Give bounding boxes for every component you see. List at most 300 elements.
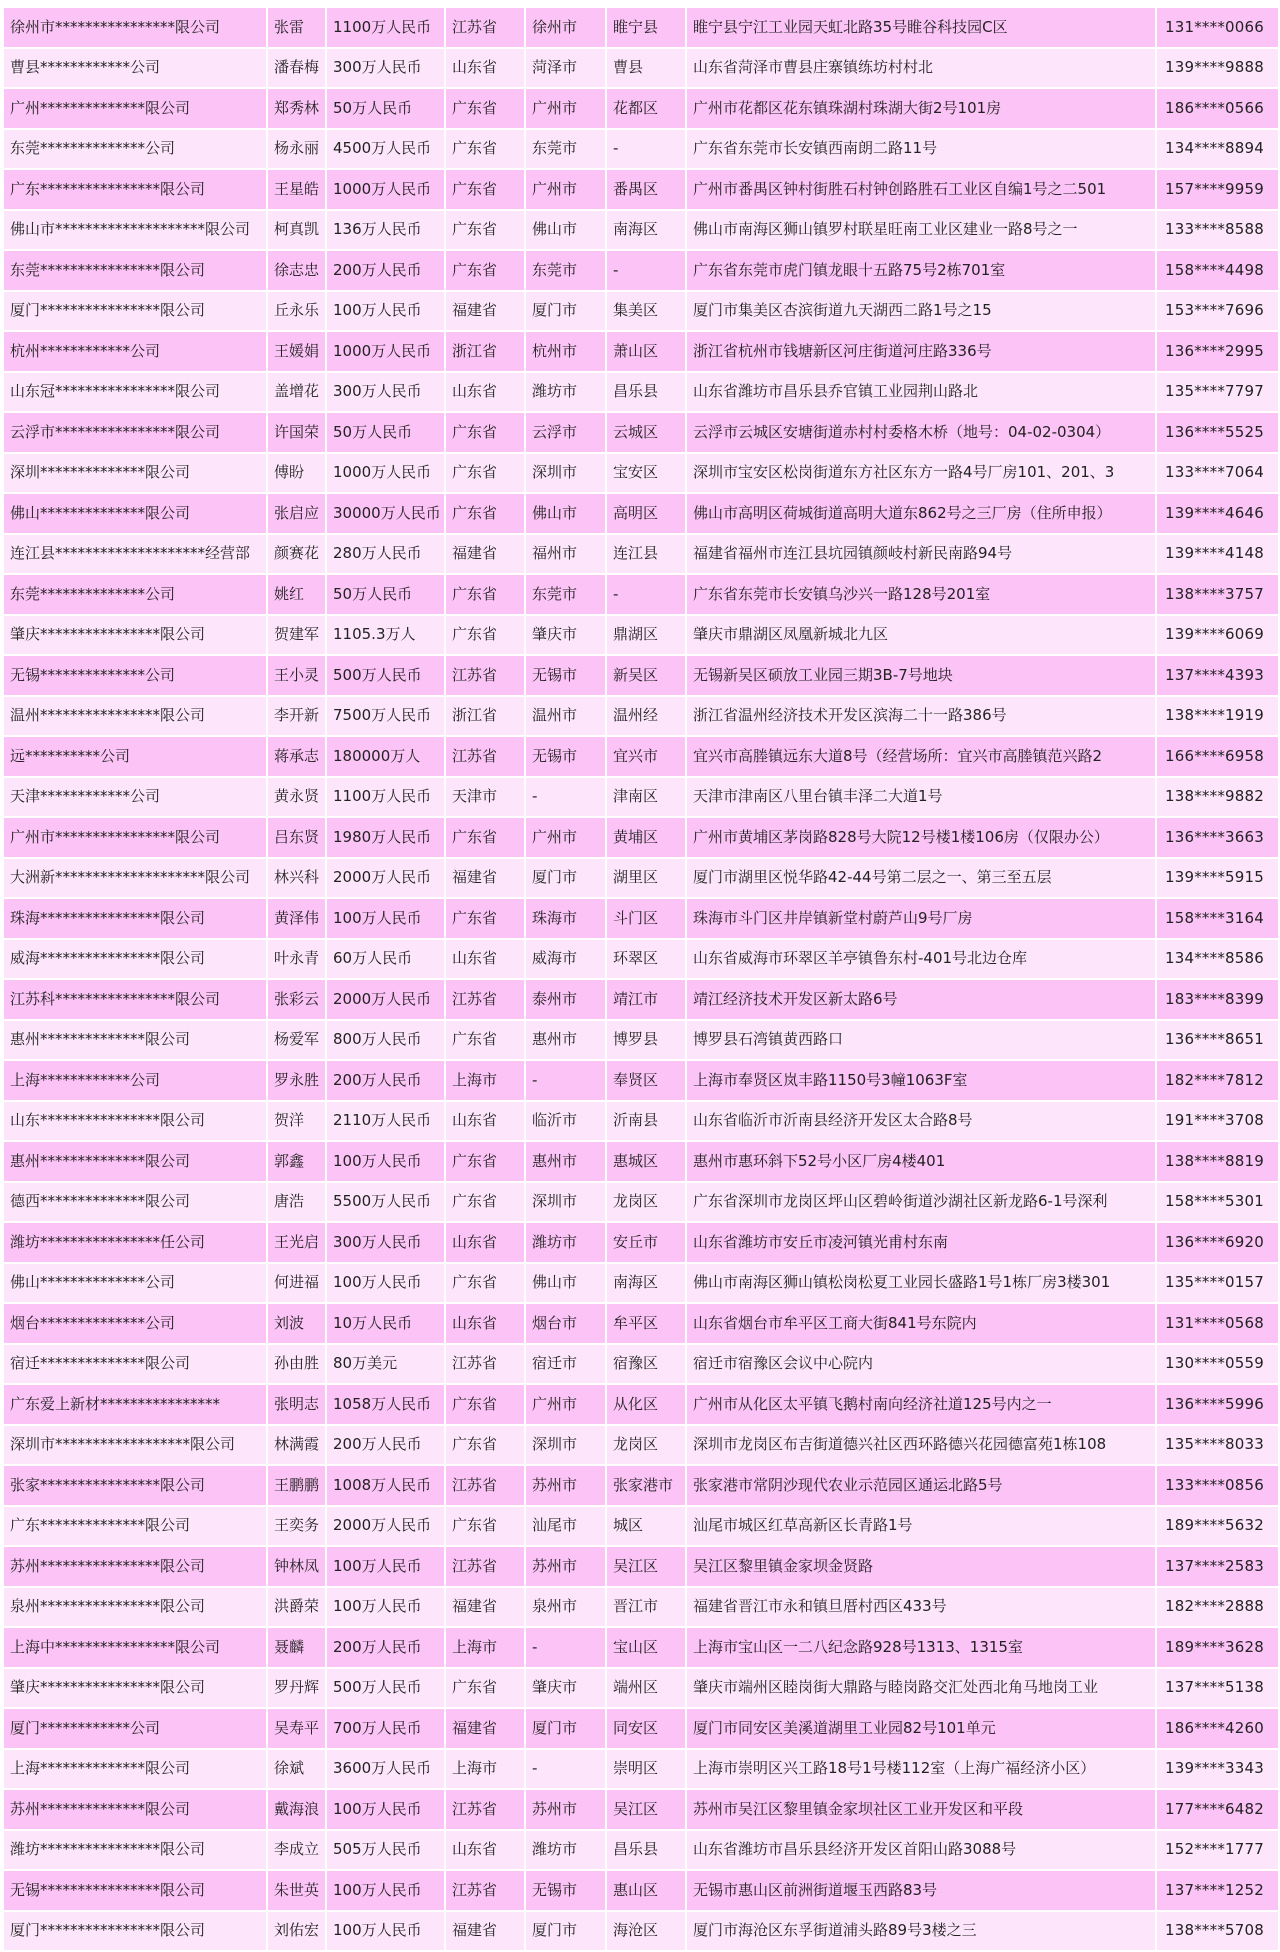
legal-person-cell: 吴寿平 <box>267 1708 326 1749</box>
address-cell: 广州市番禺区钟村街胜石村钟创路胜石工业区自编1号之二501 <box>686 169 1156 210</box>
table-row <box>3 696 1279 737</box>
address-cell: 张家港市常阴沙现代农业示范园区通运北路5号 <box>686 1465 1156 1506</box>
registered-capital-cell: 3600万人民币 <box>326 1749 445 1790</box>
table-row <box>3 453 1279 494</box>
registered-capital-cell: 100万人民币 <box>326 1141 445 1182</box>
table-row <box>3 939 1279 980</box>
province-cell: 江苏省 <box>445 7 525 48</box>
registered-capital-cell: 200万人民币 <box>326 1425 445 1466</box>
company-name-cell: 上海中****************限公司 <box>3 1627 267 1668</box>
district-cell: 宜兴市 <box>606 736 686 777</box>
district-cell: 南海区 <box>606 210 686 251</box>
district-cell: 宿豫区 <box>606 1344 686 1385</box>
registered-capital-cell: 300万人民币 <box>326 48 445 89</box>
company-name-cell: 无锡****************限公司 <box>3 1870 267 1911</box>
phone-cell: 158****5301 <box>1156 1182 1279 1223</box>
table-row <box>3 858 1279 899</box>
district-cell: - <box>606 574 686 615</box>
phone-cell: 139****5915 <box>1156 858 1279 899</box>
province-cell: 广东省 <box>445 412 525 453</box>
district-cell: 昌乐县 <box>606 372 686 413</box>
registered-capital-cell: 200万人民币 <box>326 1627 445 1668</box>
city-cell: 苏州市 <box>525 1546 606 1587</box>
table-row <box>3 1263 1279 1304</box>
phone-cell: 158****4498 <box>1156 250 1279 291</box>
table-row <box>3 1344 1279 1385</box>
phone-cell: 183****8399 <box>1156 979 1279 1020</box>
registered-capital-cell: 100万人民币 <box>326 898 445 939</box>
address-cell: 山东省潍坊市安丘市凌河镇光甫村东南 <box>686 1222 1156 1263</box>
district-cell: 昌乐县 <box>606 1830 686 1871</box>
table-row <box>3 493 1279 534</box>
address-cell: 厦门市同安区美溪道湖里工业园82号101单元 <box>686 1708 1156 1749</box>
registered-capital-cell: 100万人民币 <box>326 1911 445 1952</box>
city-cell: 潍坊市 <box>525 372 606 413</box>
table-row <box>3 210 1279 251</box>
legal-person-cell: 王光启 <box>267 1222 326 1263</box>
table-row <box>3 817 1279 858</box>
table-row <box>3 1789 1279 1830</box>
table-row <box>3 1708 1279 1749</box>
legal-person-cell: 徐志忠 <box>267 250 326 291</box>
table-row <box>3 1627 1279 1668</box>
legal-person-cell: 黄泽伟 <box>267 898 326 939</box>
province-cell: 浙江省 <box>445 696 525 737</box>
district-cell: 番禺区 <box>606 169 686 210</box>
province-cell: 福建省 <box>445 1587 525 1628</box>
company-name-cell: 厦门************公司 <box>3 1708 267 1749</box>
table-row <box>3 291 1279 332</box>
address-cell: 肇庆市鼎湖区凤凰新城北九区 <box>686 615 1156 656</box>
phone-cell: 153****7696 <box>1156 291 1279 332</box>
city-cell: 福州市 <box>525 534 606 575</box>
province-cell: 广东省 <box>445 250 525 291</box>
legal-person-cell: 柯真凯 <box>267 210 326 251</box>
table-row <box>3 1465 1279 1506</box>
registered-capital-cell: 100万人民币 <box>326 1546 445 1587</box>
company-name-cell: 上海**************限公司 <box>3 1749 267 1790</box>
district-cell: 龙岗区 <box>606 1425 686 1466</box>
address-cell: 浙江省温州经济技术开发区滨海二十一路386号 <box>686 696 1156 737</box>
company-name-cell: 山东冠****************限公司 <box>3 372 267 413</box>
company-name-cell: 惠州**************限公司 <box>3 1141 267 1182</box>
legal-person-cell: 王小灵 <box>267 655 326 696</box>
registered-capital-cell: 180000万人 <box>326 736 445 777</box>
registered-capital-cell: 300万人民币 <box>326 1222 445 1263</box>
province-cell: 山东省 <box>445 1303 525 1344</box>
city-cell: - <box>525 1060 606 1101</box>
province-cell: 山东省 <box>445 48 525 89</box>
legal-person-cell: 王鹏鹏 <box>267 1465 326 1506</box>
registered-capital-cell: 300万人民币 <box>326 372 445 413</box>
city-cell: 宿迁市 <box>525 1344 606 1385</box>
phone-cell: 157****9959 <box>1156 169 1279 210</box>
registered-capital-cell: 60万人民币 <box>326 939 445 980</box>
phone-cell: 131****0066 <box>1156 7 1279 48</box>
province-cell: 广东省 <box>445 1506 525 1547</box>
province-cell: 福建省 <box>445 534 525 575</box>
district-cell: 睢宁县 <box>606 7 686 48</box>
company-name-cell: 泉州****************限公司 <box>3 1587 267 1628</box>
province-cell: 江苏省 <box>445 736 525 777</box>
phone-cell: 137****5138 <box>1156 1668 1279 1709</box>
table-row <box>3 1506 1279 1547</box>
company-name-cell: 深圳**************限公司 <box>3 453 267 494</box>
province-cell: 山东省 <box>445 372 525 413</box>
company-name-cell: 厦门****************限公司 <box>3 1911 267 1952</box>
phone-cell: 137****2583 <box>1156 1546 1279 1587</box>
table-row <box>3 1668 1279 1709</box>
registered-capital-cell: 7500万人民币 <box>326 696 445 737</box>
registered-capital-cell: 1008万人民币 <box>326 1465 445 1506</box>
city-cell: 肇庆市 <box>525 1668 606 1709</box>
table-body <box>3 7 1279 1951</box>
district-cell: 南海区 <box>606 1263 686 1304</box>
company-name-cell: 苏州****************限公司 <box>3 1546 267 1587</box>
city-cell: 温州市 <box>525 696 606 737</box>
district-cell: 连江县 <box>606 534 686 575</box>
city-cell: 佛山市 <box>525 493 606 534</box>
registered-capital-cell: 2000万人民币 <box>326 858 445 899</box>
phone-cell: 133****8588 <box>1156 210 1279 251</box>
legal-person-cell: 潘春梅 <box>267 48 326 89</box>
address-cell: 靖江经济技术开发区新太路6号 <box>686 979 1156 1020</box>
legal-person-cell: 郑秀林 <box>267 88 326 129</box>
province-cell: 广东省 <box>445 1263 525 1304</box>
district-cell: 湖里区 <box>606 858 686 899</box>
address-cell: 福建省晋江市永和镇旦厝村西区433号 <box>686 1587 1156 1628</box>
province-cell: 山东省 <box>445 1830 525 1871</box>
address-cell: 广州市花都区花东镇珠湖村珠湖大街2号101房 <box>686 88 1156 129</box>
city-cell: 东莞市 <box>525 250 606 291</box>
province-cell: 江苏省 <box>445 1789 525 1830</box>
company-name-cell: 天津************公司 <box>3 777 267 818</box>
registered-capital-cell: 800万人民币 <box>326 1020 445 1061</box>
registered-capital-cell: 200万人民币 <box>326 250 445 291</box>
legal-person-cell: 盖增花 <box>267 372 326 413</box>
city-cell: 东莞市 <box>525 574 606 615</box>
company-name-cell: 温州****************限公司 <box>3 696 267 737</box>
address-cell: 广东省东莞市虎门镇龙眼十五路75号2栋701室 <box>686 250 1156 291</box>
legal-person-cell: 杨爱军 <box>267 1020 326 1061</box>
address-cell: 上海市崇明区兴工路18号1号楼112室（上海广福经济小区） <box>686 1749 1156 1790</box>
company-name-cell: 广东**************限公司 <box>3 1506 267 1547</box>
province-cell: 广东省 <box>445 129 525 170</box>
address-cell: 佛山市南海区狮山镇罗村联星旺南工业区建业一路8号之一 <box>686 210 1156 251</box>
district-cell: 花都区 <box>606 88 686 129</box>
registered-capital-cell: 100万人民币 <box>326 291 445 332</box>
registered-capital-cell: 10万人民币 <box>326 1303 445 1344</box>
phone-cell: 139****9888 <box>1156 48 1279 89</box>
company-name-cell: 远**********公司 <box>3 736 267 777</box>
legal-person-cell: 罗丹辉 <box>267 1668 326 1709</box>
city-cell: 惠州市 <box>525 1141 606 1182</box>
district-cell: 安丘市 <box>606 1222 686 1263</box>
address-cell: 广东省深圳市龙岗区坪山区碧岭街道沙湖社区新龙路6-1号深利 <box>686 1182 1156 1223</box>
registered-capital-cell: 100万人民币 <box>326 1789 445 1830</box>
company-name-cell: 德西**************限公司 <box>3 1182 267 1223</box>
address-cell: 吴江区黎里镇金家坝金贤路 <box>686 1546 1156 1587</box>
city-cell: 厦门市 <box>525 1708 606 1749</box>
district-cell: 集美区 <box>606 291 686 332</box>
phone-cell: 139****4148 <box>1156 534 1279 575</box>
table-row <box>3 1587 1279 1628</box>
company-name-cell: 徐州市****************限公司 <box>3 7 267 48</box>
district-cell: 黄埔区 <box>606 817 686 858</box>
table-row <box>3 979 1279 1020</box>
table-row <box>3 534 1279 575</box>
company-name-cell: 潍坊****************限公司 <box>3 1830 267 1871</box>
city-cell: 临沂市 <box>525 1101 606 1142</box>
province-cell: 江苏省 <box>445 1465 525 1506</box>
table-row <box>3 169 1279 210</box>
phone-cell: 138****5708 <box>1156 1911 1279 1952</box>
province-cell: 广东省 <box>445 1020 525 1061</box>
legal-person-cell: 叶永青 <box>267 939 326 980</box>
company-name-cell: 肇庆****************限公司 <box>3 1668 267 1709</box>
district-cell: 云城区 <box>606 412 686 453</box>
legal-person-cell: 王星皓 <box>267 169 326 210</box>
registered-capital-cell: 700万人民币 <box>326 1708 445 1749</box>
table-row <box>3 1020 1279 1061</box>
legal-person-cell: 聂麟 <box>267 1627 326 1668</box>
table-row <box>3 1182 1279 1223</box>
city-cell: - <box>525 1627 606 1668</box>
district-cell: 牟平区 <box>606 1303 686 1344</box>
address-cell: 广东省东莞市长安镇乌沙兴一路128号201室 <box>686 574 1156 615</box>
phone-cell: 139****4646 <box>1156 493 1279 534</box>
district-cell: 津南区 <box>606 777 686 818</box>
province-cell: 上海市 <box>445 1627 525 1668</box>
province-cell: 江苏省 <box>445 1546 525 1587</box>
registered-capital-cell: 500万人民币 <box>326 1668 445 1709</box>
address-cell: 深圳市龙岗区布吉街道德兴社区西环路德兴花园德富苑1栋108 <box>686 1425 1156 1466</box>
province-cell: 广东省 <box>445 1141 525 1182</box>
phone-cell: 138****9882 <box>1156 777 1279 818</box>
table-row <box>3 1870 1279 1911</box>
phone-cell: 135****7797 <box>1156 372 1279 413</box>
company-name-cell: 广东****************限公司 <box>3 169 267 210</box>
company-name-cell: 厦门****************限公司 <box>3 291 267 332</box>
registered-capital-cell: 100万人民币 <box>326 1263 445 1304</box>
company-name-cell: 连江县********************经营部 <box>3 534 267 575</box>
district-cell: 晋江市 <box>606 1587 686 1628</box>
province-cell: 福建省 <box>445 291 525 332</box>
table-row <box>3 88 1279 129</box>
registered-capital-cell: 50万人民币 <box>326 88 445 129</box>
district-cell: 温州经 <box>606 696 686 737</box>
company-name-cell: 烟台**************公司 <box>3 1303 267 1344</box>
phone-cell: 138****8819 <box>1156 1141 1279 1182</box>
province-cell: 江苏省 <box>445 1870 525 1911</box>
address-cell: 上海市宝山区一二八纪念路928号1313、1315室 <box>686 1627 1156 1668</box>
table-row <box>3 48 1279 89</box>
province-cell: 江苏省 <box>445 655 525 696</box>
city-cell: 广州市 <box>525 1384 606 1425</box>
district-cell: 斗门区 <box>606 898 686 939</box>
city-cell: 深圳市 <box>525 1425 606 1466</box>
province-cell: 福建省 <box>445 858 525 899</box>
city-cell: 惠州市 <box>525 1020 606 1061</box>
legal-person-cell: 张明志 <box>267 1384 326 1425</box>
district-cell: 博罗县 <box>606 1020 686 1061</box>
phone-cell: 131****0568 <box>1156 1303 1279 1344</box>
address-cell: 山东省威海市环翠区羊亭镇鲁东村-401号北边仓库 <box>686 939 1156 980</box>
phone-cell: 136****5525 <box>1156 412 1279 453</box>
address-cell: 厦门市湖里区悦华路42-44号第二层之一、第三至五层 <box>686 858 1156 899</box>
table-row <box>3 1141 1279 1182</box>
registered-capital-cell: 200万人民币 <box>326 1060 445 1101</box>
company-name-cell: 山东****************限公司 <box>3 1101 267 1142</box>
district-cell: 宝安区 <box>606 453 686 494</box>
district-cell: 宝山区 <box>606 1627 686 1668</box>
phone-cell: 130****0559 <box>1156 1344 1279 1385</box>
city-cell: 苏州市 <box>525 1465 606 1506</box>
legal-person-cell: 洪爵荣 <box>267 1587 326 1628</box>
legal-person-cell: 姚红 <box>267 574 326 615</box>
legal-person-cell: 杨永丽 <box>267 129 326 170</box>
legal-person-cell: 刘佑宏 <box>267 1911 326 1952</box>
registered-capital-cell: 1980万人民币 <box>326 817 445 858</box>
phone-cell: 139****3343 <box>1156 1749 1279 1790</box>
phone-cell: 189****3628 <box>1156 1627 1279 1668</box>
table-row <box>3 1222 1279 1263</box>
phone-cell: 166****6958 <box>1156 736 1279 777</box>
city-cell: 泰州市 <box>525 979 606 1020</box>
company-name-cell: 东莞****************限公司 <box>3 250 267 291</box>
phone-cell: 133****7064 <box>1156 453 1279 494</box>
legal-person-cell: 蒋承志 <box>267 736 326 777</box>
address-cell: 睢宁县宁江工业园天虹北路35号睢谷科技园C区 <box>686 7 1156 48</box>
district-cell: 新吴区 <box>606 655 686 696</box>
district-cell: 吴江区 <box>606 1546 686 1587</box>
address-cell: 惠州市惠环斜下52号小区厂房4楼401 <box>686 1141 1156 1182</box>
province-cell: 上海市 <box>445 1060 525 1101</box>
legal-person-cell: 王奕务 <box>267 1506 326 1547</box>
legal-person-cell: 徐斌 <box>267 1749 326 1790</box>
registered-capital-cell: 2110万人民币 <box>326 1101 445 1142</box>
legal-person-cell: 张雷 <box>267 7 326 48</box>
city-cell: 厦门市 <box>525 1911 606 1952</box>
phone-cell: 138****1919 <box>1156 696 1279 737</box>
table-row <box>3 412 1279 453</box>
phone-cell: 136****8651 <box>1156 1020 1279 1061</box>
table-row <box>3 1546 1279 1587</box>
district-cell: 龙岗区 <box>606 1182 686 1223</box>
table-row <box>3 777 1279 818</box>
address-cell: 宜兴市高塍镇远东大道8号（经营场所：宜兴市高塍镇范兴路2 <box>686 736 1156 777</box>
table-row <box>3 1384 1279 1425</box>
district-cell: 崇明区 <box>606 1749 686 1790</box>
district-cell: 海沧区 <box>606 1911 686 1952</box>
district-cell: 奉贤区 <box>606 1060 686 1101</box>
district-cell: 沂南县 <box>606 1101 686 1142</box>
address-cell: 浙江省杭州市钱塘新区河庄街道河庄路336号 <box>686 331 1156 372</box>
company-name-cell: 张家****************限公司 <box>3 1465 267 1506</box>
company-name-cell: 无锡**************公司 <box>3 655 267 696</box>
province-cell: 江苏省 <box>445 1344 525 1385</box>
legal-person-cell: 李开新 <box>267 696 326 737</box>
table-row <box>3 1425 1279 1466</box>
table-row <box>3 1911 1279 1952</box>
address-cell: 云浮市云城区安塘街道赤村村委格木桥（地号：04-02-0304） <box>686 412 1156 453</box>
district-cell: 张家港市 <box>606 1465 686 1506</box>
registered-capital-cell: 30000万人民币 <box>326 493 445 534</box>
province-cell: 广东省 <box>445 88 525 129</box>
address-cell: 山东省烟台市牟平区工商大街841号东院内 <box>686 1303 1156 1344</box>
address-cell: 苏州市吴江区黎里镇金家坝社区工业开发区和平段 <box>686 1789 1156 1830</box>
legal-person-cell: 颜赛花 <box>267 534 326 575</box>
city-cell: 云浮市 <box>525 412 606 453</box>
city-cell: 厦门市 <box>525 291 606 332</box>
table-row <box>3 7 1279 48</box>
district-cell: 从化区 <box>606 1384 686 1425</box>
table-row <box>3 615 1279 656</box>
city-cell: 潍坊市 <box>525 1222 606 1263</box>
province-cell: 广东省 <box>445 210 525 251</box>
legal-person-cell: 许国荣 <box>267 412 326 453</box>
address-cell: 广州市从化区太平镇飞鹅村南向经济社道125号内之一 <box>686 1384 1156 1425</box>
city-cell: 深圳市 <box>525 453 606 494</box>
company-name-cell: 宿迁**************限公司 <box>3 1344 267 1385</box>
city-cell: 无锡市 <box>525 736 606 777</box>
phone-cell: 182****7812 <box>1156 1060 1279 1101</box>
registered-capital-cell: 100万人民币 <box>326 1587 445 1628</box>
company-name-cell: 佛山**************限公司 <box>3 493 267 534</box>
registered-capital-cell: 1100万人民币 <box>326 7 445 48</box>
company-name-cell: 佛山**************公司 <box>3 1263 267 1304</box>
address-cell: 佛山市高明区荷城街道高明大道东862号之三厂房（住所申报） <box>686 493 1156 534</box>
province-cell: 广东省 <box>445 453 525 494</box>
address-cell: 佛山市南海区狮山镇松岗松夏工业园长盛路1号1栋厂房3楼301 <box>686 1263 1156 1304</box>
legal-person-cell: 吕东贤 <box>267 817 326 858</box>
province-cell: 广东省 <box>445 898 525 939</box>
district-cell: 靖江市 <box>606 979 686 1020</box>
legal-person-cell: 戴海浪 <box>267 1789 326 1830</box>
city-cell: 威海市 <box>525 939 606 980</box>
company-name-cell: 杭州************公司 <box>3 331 267 372</box>
registered-capital-cell: 505万人民币 <box>326 1830 445 1871</box>
address-cell: 肇庆市端州区睦岗街大鼎路与睦岗路交汇处西北角马地岗工业 <box>686 1668 1156 1709</box>
province-cell: 广东省 <box>445 493 525 534</box>
legal-person-cell: 钟林凤 <box>267 1546 326 1587</box>
phone-cell: 135****0157 <box>1156 1263 1279 1304</box>
city-cell: 无锡市 <box>525 655 606 696</box>
phone-cell: 136****6920 <box>1156 1222 1279 1263</box>
legal-person-cell: 李成立 <box>267 1830 326 1871</box>
legal-person-cell: 罗永胜 <box>267 1060 326 1101</box>
district-cell: 高明区 <box>606 493 686 534</box>
district-cell: 惠山区 <box>606 1870 686 1911</box>
registered-capital-cell: 1100万人民币 <box>326 777 445 818</box>
registered-capital-cell: 1105.3万人 <box>326 615 445 656</box>
district-cell: 惠城区 <box>606 1141 686 1182</box>
registered-capital-cell: 1058万人民币 <box>326 1384 445 1425</box>
city-cell: - <box>525 1749 606 1790</box>
company-name-cell: 肇庆****************限公司 <box>3 615 267 656</box>
province-cell: 山东省 <box>445 1101 525 1142</box>
legal-person-cell: 郭鑫 <box>267 1141 326 1182</box>
phone-cell: 133****0856 <box>1156 1465 1279 1506</box>
table-row <box>3 250 1279 291</box>
phone-cell: 189****5632 <box>1156 1506 1279 1547</box>
registered-capital-cell: 1000万人民币 <box>326 169 445 210</box>
district-cell: 吴江区 <box>606 1789 686 1830</box>
address-cell: 上海市奉贤区岚丰路1150号3幢1063F室 <box>686 1060 1156 1101</box>
phone-cell: 191****3708 <box>1156 1101 1279 1142</box>
table-row <box>3 1060 1279 1101</box>
province-cell: 山东省 <box>445 939 525 980</box>
